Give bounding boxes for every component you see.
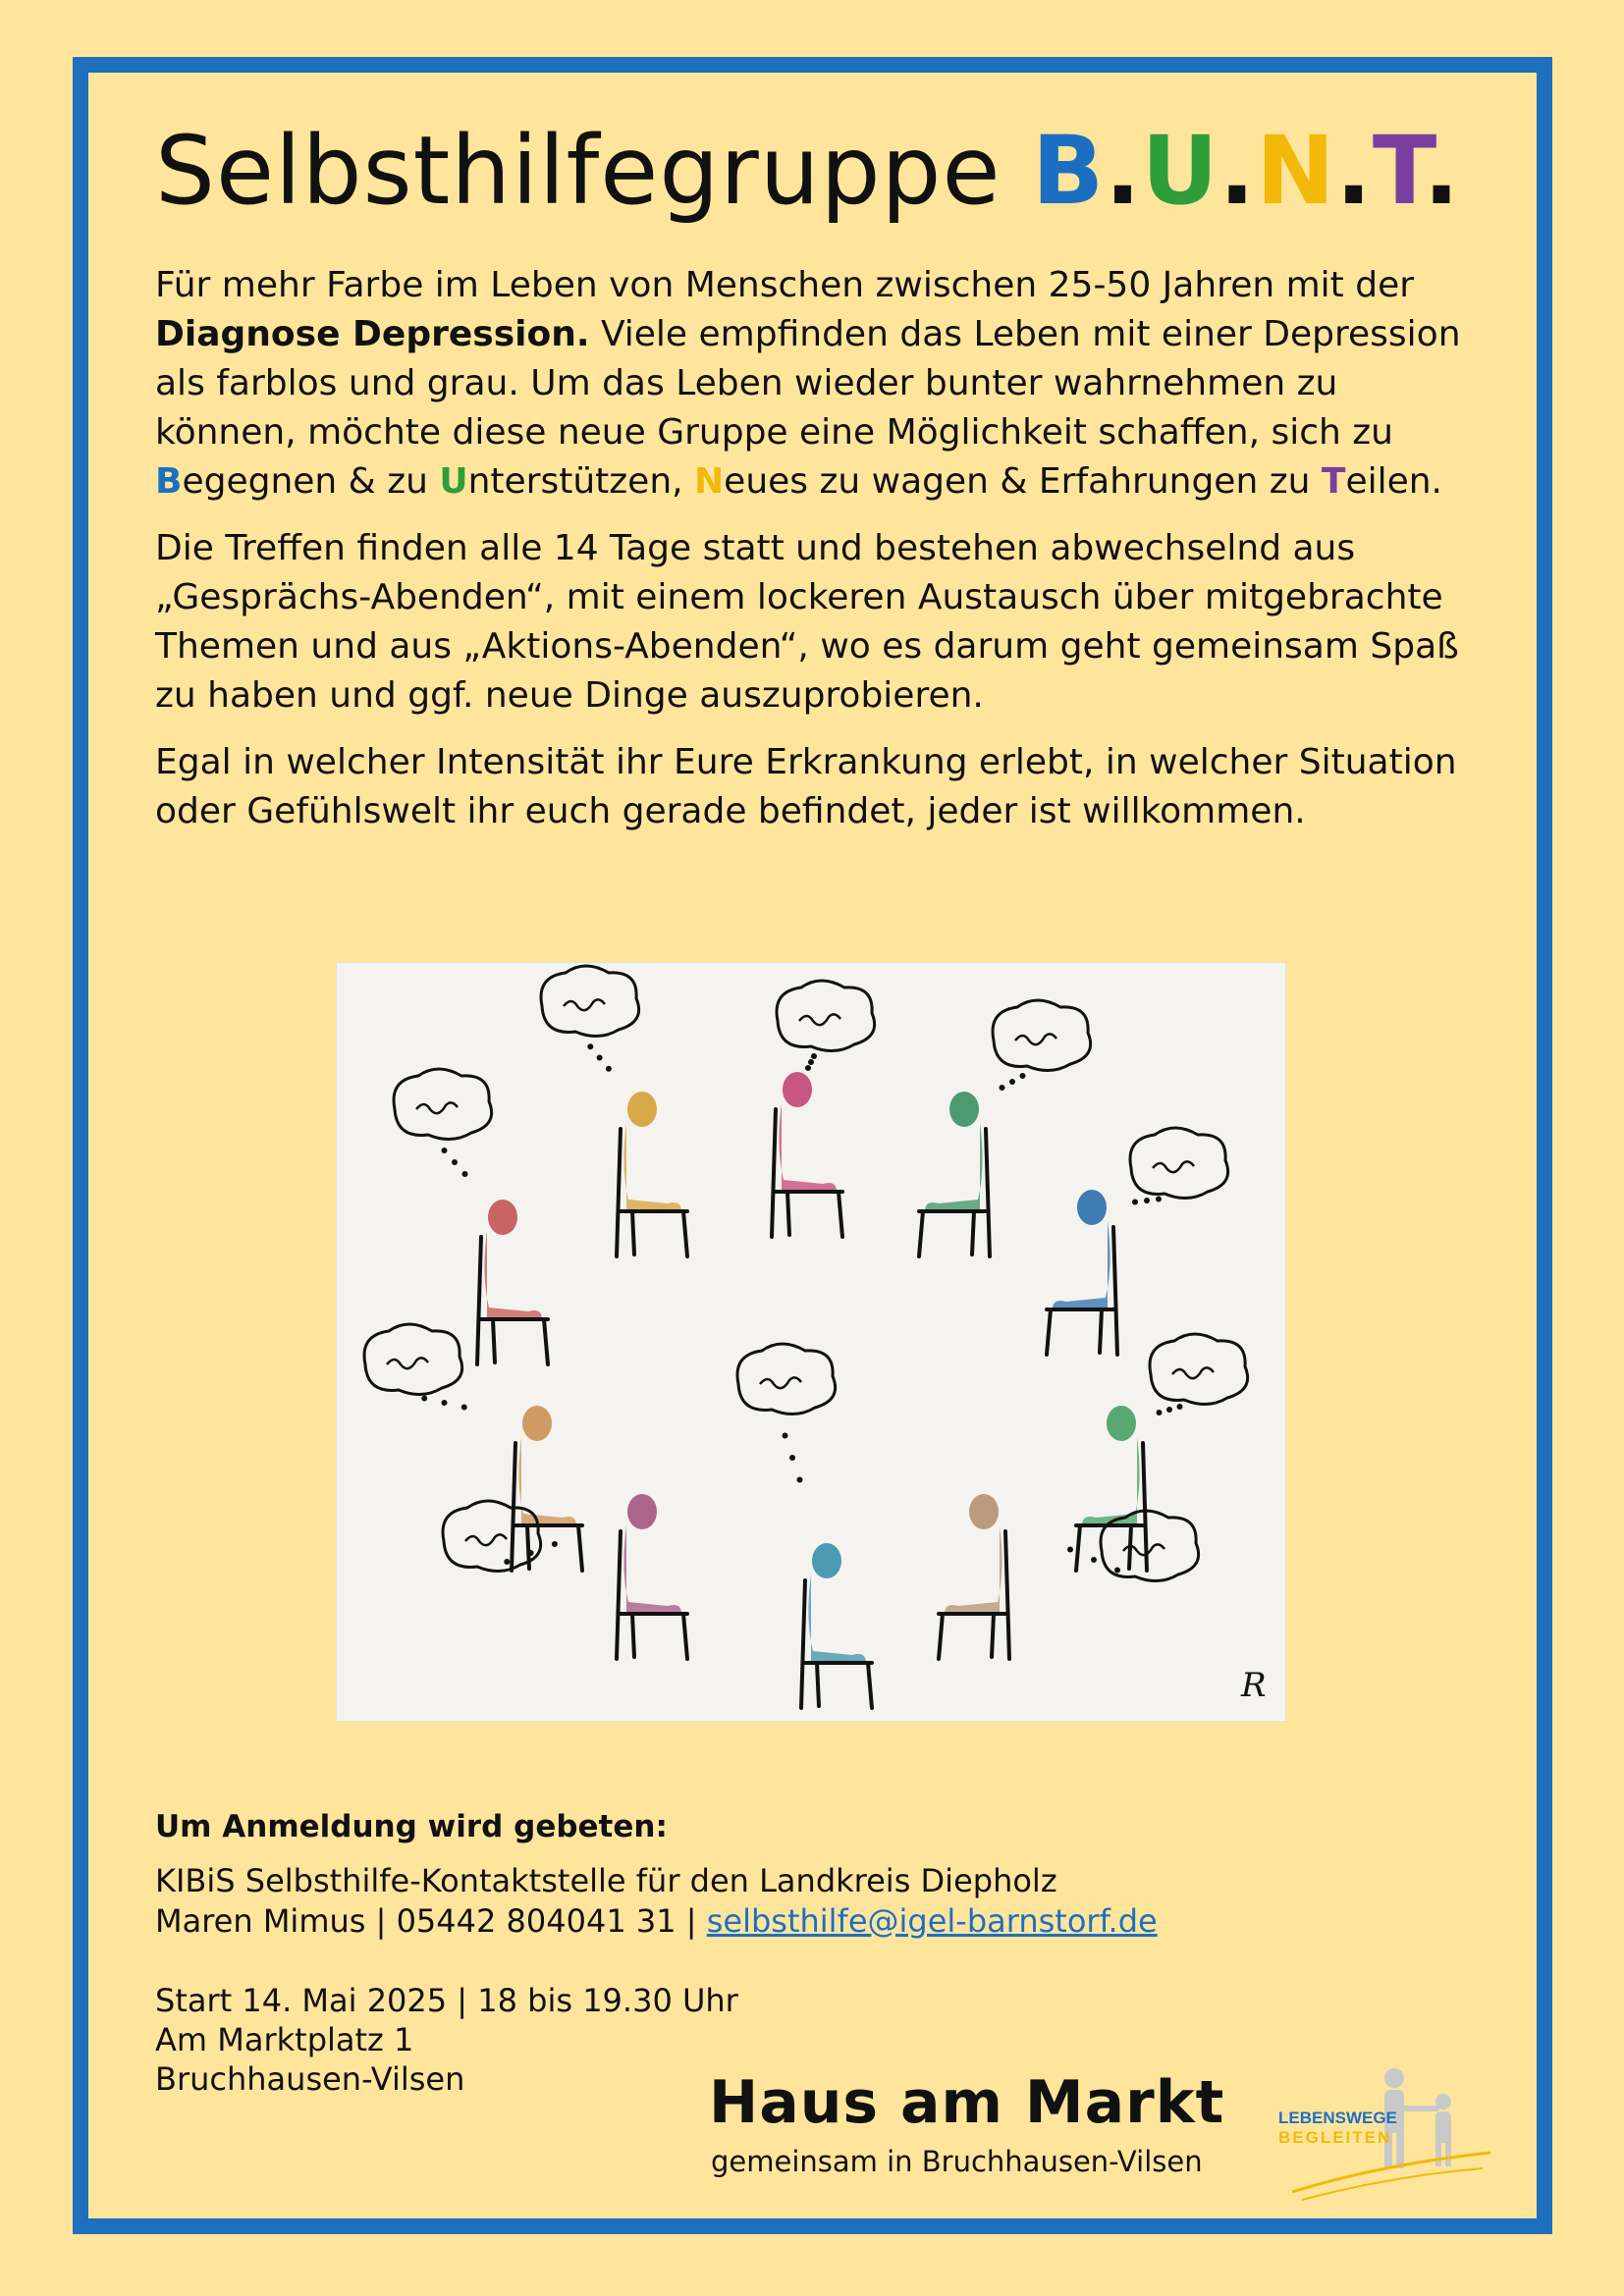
highlight-letter-n: N	[694, 461, 725, 502]
registration-heading: Um Anmeldung wird gebeten:	[155, 1809, 668, 1844]
thought-bubble	[993, 1000, 1091, 1091]
seated-figure	[801, 1543, 872, 1708]
page-title	[155, 116, 1460, 226]
acronym-letter-u: U	[1141, 116, 1219, 226]
thought-bubble	[1130, 1128, 1228, 1205]
intro-text	[155, 261, 1461, 854]
contact-block	[155, 1861, 1158, 1942]
acronym-letter-t: T	[1372, 116, 1424, 226]
seated-figure	[617, 1494, 687, 1659]
title-prefix: Selbsthilfegruppe	[155, 116, 1001, 226]
contact-person-line: Maren Mimus | 05442 804041 31 | selbsthilfe@igel-barnstorf.de	[155, 1902, 1158, 1940]
group-circle-painting	[336, 962, 1286, 1722]
intro-paragraph-3: Egal in welcher Intensität ihr Eure Erkrankung erlebt, in welcher Situation oder Gefühlswelt ihr euch gerade befindet, jeder ist willkommen.	[155, 742, 1457, 831]
seated-figure	[1076, 1406, 1147, 1571]
seated-figure	[512, 1406, 582, 1571]
thought-bubble	[394, 1069, 492, 1177]
diagnosis-highlight: Diagnose Depression.	[155, 314, 590, 354]
acronym-letter-b: B	[1032, 116, 1106, 226]
thought-bubble	[777, 981, 875, 1071]
seated-figure	[919, 1092, 990, 1256]
venue-name: Haus am Markt	[709, 2068, 1225, 2137]
event-date-time: Start 14. Mai 2025 | 18 bis 19.30 Uhr	[155, 1982, 738, 2019]
seated-figure	[617, 1092, 687, 1256]
thought-bubble	[1150, 1334, 1248, 1415]
highlight-letter-u: U	[439, 461, 468, 502]
thought-bubble	[443, 1501, 558, 1572]
painting-signature: R	[1241, 1666, 1267, 1705]
logo-text-line2: BEGLEITEN	[1278, 2128, 1392, 2147]
intro-paragraph-1: Für mehr Farbe im Leben von Menschen zwischen 25-50 Jahren mit der Diagnose Depression. Viele empfinden das Leben mit einer Depression als farblos und grau. Um das Leben wieder bunter wahrnehmen zu können, möchte diese neue Gruppe eine Möglichkeit schaffen, sich zu Begegnen & zu Unterstützen, Neues zu wagen & Erfahrungen zu Teilen.	[155, 265, 1461, 502]
seated-figure	[772, 1072, 842, 1237]
contact-email-link[interactable]: selbsthilfe@igel-barnstorf.de	[706, 1902, 1158, 1940]
event-details	[155, 1981, 738, 2099]
seated-figure	[477, 1200, 548, 1364]
painting-illustration	[336, 962, 1286, 1722]
intro-paragraph-2: Die Treffen finden alle 14 Tage statt und bestehen abwechselnd aus „Gesprächs-Abenden“, mit einem lockeren Austausch über mitgebrachte Themen und aus „Aktions-Abenden“, wo es darum geht gemeinsam Spaß zu haben und ggf. neue Dinge auszuprobieren.	[155, 528, 1459, 716]
highlight-letter-t: T	[1321, 461, 1346, 502]
thought-bubble	[541, 966, 639, 1072]
seated-figure	[939, 1494, 1009, 1659]
logo-text-line1: LEBENSWEGE	[1278, 2109, 1397, 2127]
contact-organization: KIBiS Selbsthilfe-Kontaktstelle für den Landkreis Diepholz	[155, 1862, 1057, 1899]
venue-tagline: gemeinsam in Bruchhausen-Vilsen	[711, 2145, 1203, 2178]
title-acronym: B.U.N.T.	[1032, 116, 1461, 226]
seated-figures	[477, 1072, 1147, 1708]
event-city: Bruchhausen-Vilsen	[155, 2060, 465, 2098]
seated-figure	[1047, 1190, 1117, 1355]
thought-bubble	[364, 1324, 467, 1411]
highlight-letter-b: B	[155, 461, 183, 502]
acronym-letter-n: N	[1256, 116, 1336, 226]
thought-bubble	[737, 1344, 836, 1483]
event-street: Am Marktplatz 1	[155, 2021, 414, 2058]
